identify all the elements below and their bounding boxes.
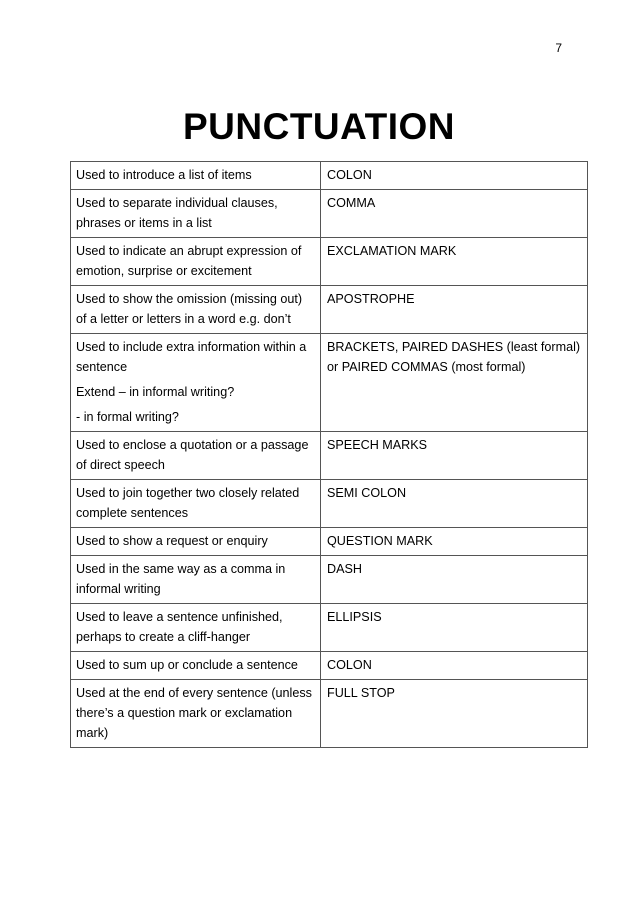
punctuation-mark-cell: COMMA <box>321 190 588 238</box>
usage-text: Used to enclose a quotation or a passage of direct speech <box>76 438 309 472</box>
usage-cell <box>71 238 321 286</box>
table-row <box>71 238 588 286</box>
usage-cell <box>71 556 321 604</box>
usage-text: Used to sum up or conclude a sentence <box>76 658 298 672</box>
table-row <box>71 286 588 334</box>
usage-cell <box>71 528 321 556</box>
punctuation-mark-cell: COLON <box>321 162 588 190</box>
table-row <box>71 528 588 556</box>
punctuation-mark-cell: FULL STOP <box>321 680 588 748</box>
usage-cell <box>71 334 321 432</box>
usage-text: Used to show the omission (missing out) of a letter or letters in a word e.g. don’t <box>76 292 303 326</box>
usage-text: Used in the same way as a comma in informal writing <box>76 562 286 596</box>
usage-text: Used to join together two closely related complete sentences <box>76 486 300 520</box>
usage-cell <box>71 652 321 680</box>
punctuation-mark-cell: SPEECH MARKS <box>321 432 588 480</box>
punctuation-table <box>70 161 588 748</box>
table-row <box>71 480 588 528</box>
page-number: 7 <box>555 41 562 55</box>
usage-text: Used at the end of every sentence (unless there’s a question mark or exclamation mark) <box>76 686 312 740</box>
table-row <box>71 334 588 432</box>
page-title: PUNCTUATION <box>182 106 455 147</box>
table-body <box>71 162 588 748</box>
usage-text: Used to introduce a list of items <box>76 168 252 182</box>
usage-text: Used to show a request or enquiry <box>76 534 268 548</box>
usage-cell <box>71 680 321 748</box>
usage-text: Used to leave a sentence unfinished, perhaps to create a cliff-hanger <box>76 610 283 644</box>
usage-cell <box>71 432 321 480</box>
usage-cell <box>71 162 321 190</box>
table-row <box>71 190 588 238</box>
punctuation-mark-cell: EXCLAMATION MARK <box>321 238 588 286</box>
table-row <box>71 604 588 652</box>
punctuation-mark-cell: APOSTROPHE <box>321 286 588 334</box>
punctuation-mark-cell: COLON <box>321 652 588 680</box>
usage-text: Used to include extra information within a sentence <box>76 340 307 374</box>
punctuation-mark-cell: BRACKETS, PAIRED DASHES (least formal) or PAIRED COMMAS (most formal) <box>321 334 588 432</box>
punctuation-mark-cell: SEMI COLON <box>321 480 588 528</box>
table-row <box>71 680 588 748</box>
punctuation-mark-cell: QUESTION MARK <box>321 528 588 556</box>
usage-text: Used to indicate an abrupt expression of emotion, surprise or excitement <box>76 244 302 278</box>
table-row <box>71 432 588 480</box>
usage-text: Used to separate individual clauses, phrases or items in a list <box>76 196 278 230</box>
table-row <box>71 652 588 680</box>
usage-cell <box>71 190 321 238</box>
usage-cell <box>71 604 321 652</box>
usage-cell <box>71 480 321 528</box>
usage-cell <box>71 286 321 334</box>
punctuation-mark-cell: ELLIPSIS <box>321 604 588 652</box>
usage-text: Extend – in informal writing? <box>76 385 235 399</box>
table-row <box>71 556 588 604</box>
usage-text: - in formal writing? <box>76 410 179 424</box>
punctuation-mark-cell: DASH <box>321 556 588 604</box>
table-row <box>71 162 588 190</box>
